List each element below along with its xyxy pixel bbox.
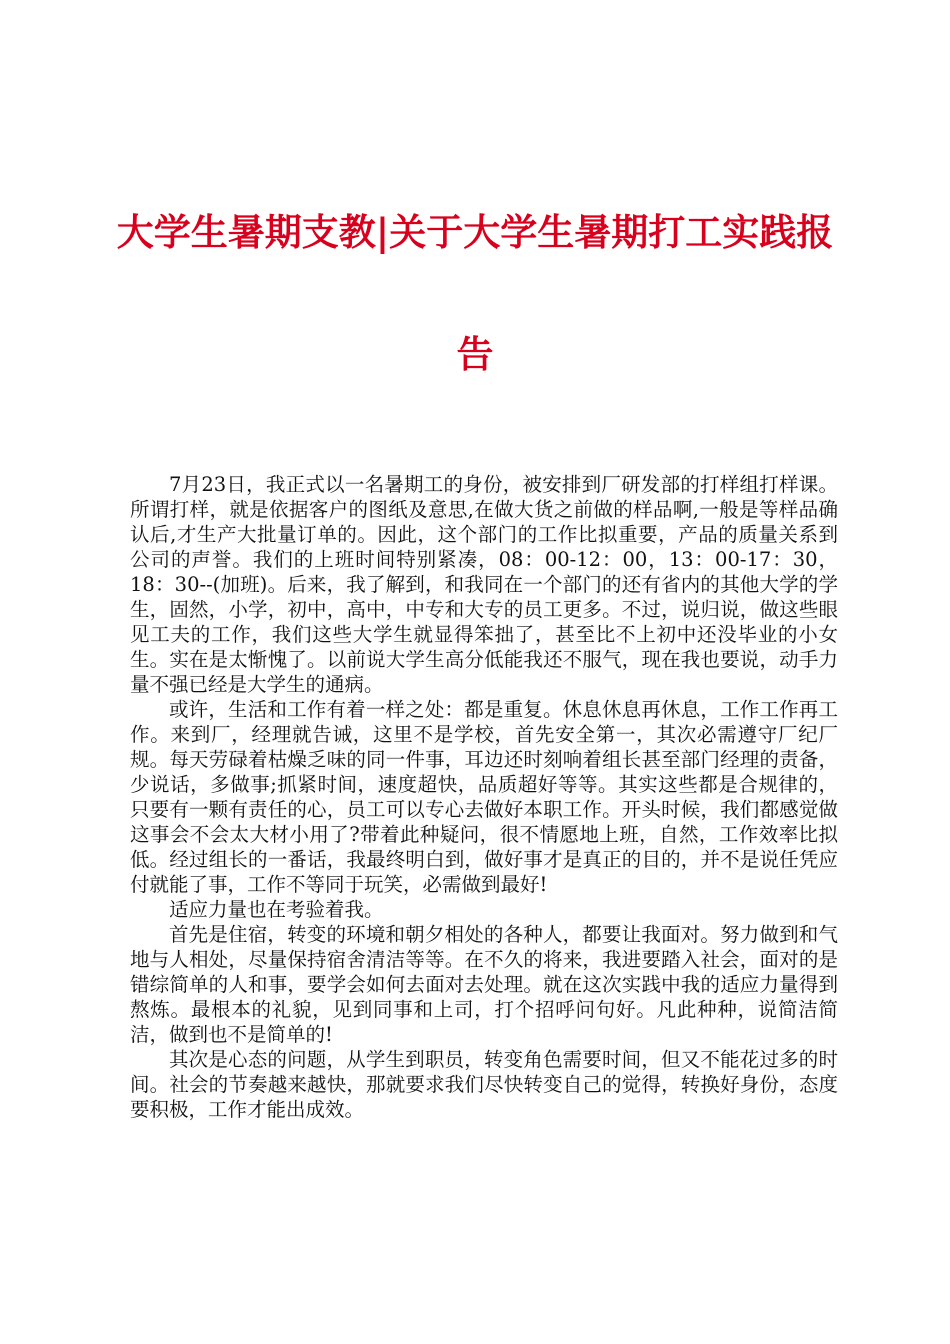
body-paragraph-1: 7月23日，我正式以一名暑期工的身份，被安排到厂研发部的打样组打样课。所谓打样，就是依据客户的图纸及意思,在做大货之前做的样品啊,一般是等样品确认后,才生产大批量订单的。因此，这个部门的工作比拟重要，产品的质量关系到公司的声誉。我们的上班时间特别紧凑，08：00-12：00，13：00-17：30，18：30--(加班)。后来，我了解到，和我同在一个部门的还有省内的其他大学的学生，固然，小学，初中，高中，中专和大专的员工更多。不过，说归说，做这些眼见工夫的工作，我们这些大学生就显得笨拙了，甚至比不上初中还没毕业的小女生。实在是太惭愧了。以前说大学生高分低能我还不服气，现在我也要说，动手力量不强已经是大学生的通病。 xyxy=(130,473,838,696)
document-title-line-2: 告 xyxy=(456,332,494,376)
body-paragraph-2: 或许，生活和工作有着一样之处：都是重复。休息休息再休息，工作工作再工作。来到厂，经理就告诫，这里不是学校，首先安全第一，其次必需遵守厂纪厂规。每天劳碌着枯燥乏味的同一件事，耳边还时刻响着组长甚至部门经理的责备，少说话，多做事;抓紧时间，速度超快，品质超好等等。其实这些都是合规律的，只要有一颗有责任的心，员工可以专心去做好本职工作。开头时候，我们都感觉做这事会不会太大材小用了?带着此种疑问，很不情愿地上班，自然，工作效率比拟低。经过组长的一番话，我最终明白到，做好事才是真正的目的，并不是说任凭应付就能了事，工作不等同于玩笑，必需做到最好! xyxy=(130,698,838,896)
body-paragraph-4: 首先是住宿，转变的环境和朝夕相处的各种人，都要让我面对。努力做到和气地与人相处，尽量保持宿舍清洁等等。在不久的将来，我进要踏入社会，面对的是错综简单的人和事，要学会如何去面对去处理。就在这次实践中我的适应力量得到熬炼。最根本的礼貌，见到同事和上司，打个招呼问句好。凡此种种，说简洁简洁，做到也不是简单的! xyxy=(130,923,838,1046)
document-title-line-1: 大学生暑期支教|关于大学生暑期打工实践报 xyxy=(116,210,834,254)
body-paragraph-3: 适应力量也在考验着我。 xyxy=(169,898,384,921)
body-paragraph-5: 其次是心态的问题，从学生到职员，转变角色需要时间，但又不能花过多的时间。社会的节奏越来越快，那就要求我们尽快转变自己的觉得，转换好身份，态度要积极，工作才能出成效。 xyxy=(130,1048,838,1121)
document-body xyxy=(130,472,838,1122)
